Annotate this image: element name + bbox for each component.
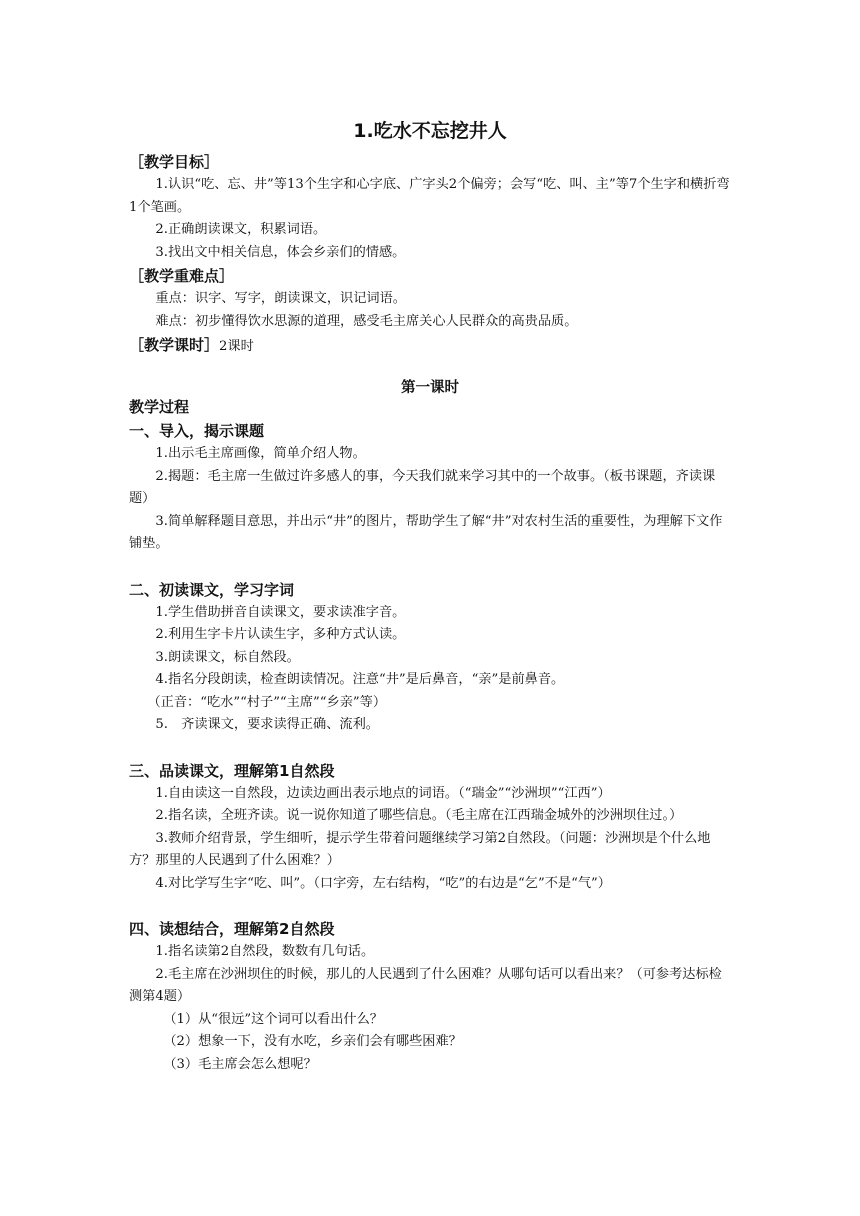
sub-question: （1）从“很远”这个词可以看出什么？: [163, 1011, 383, 1027]
section-item: 3.教师介绍背景，学生细听，提示学生带着问题继续学习第2自然段。（问题：沙洲坝是个什么地方？那里的人民遇到了什么困难？）: [129, 830, 711, 868]
objective-item: 3.找出文中相关信息，体会乡亲们的情感。: [155, 244, 406, 260]
section-item: 2.利用生字卡片认读生字，多种方式认读。: [155, 627, 406, 642]
section-heading: 二、初读课文，学习字词: [129, 580, 295, 599]
section-item: 2.指名读，全班齐读。说一说你知道了哪些信息。（毛主席在江西瑞金城外的沙洲坝住过。）: [155, 808, 683, 823]
objective-item: 2.正确朗读课文，积累词语。: [155, 222, 327, 237]
section-item: 1.出示毛主席画像，简单介绍人物。: [155, 446, 366, 461]
section-item: 4.对比学写生字“吃、叫”。（口字旁，左右结构，“吃”的右边是“乞”不是“气”）: [155, 875, 611, 891]
hours-line: [129, 333, 733, 359]
process-heading: 教学过程: [129, 398, 190, 416]
lesson-plan-body: [129, 150, 733, 1076]
section-item: 2.揭题：毛主席一生做过许多感人的事，今天我们就来学习其中的一个故事。（板书课题，齐读课题）: [129, 468, 716, 506]
hours-value: 2课时: [219, 339, 254, 354]
section-item: 2.毛主席在沙洲坝住的时候，那儿的人民遇到了什么困难？从哪句话可以看出来？（可参考达标检测第4题）: [129, 966, 722, 1004]
page-title: 1.吃水不忘挖井人: [353, 120, 507, 142]
hours-heading: ［教学课时］: [129, 336, 220, 354]
section-item: 5. 齐读课文，要求读得正确、流利。: [155, 717, 379, 732]
section-item: 3.简单解释题目意思，并出示“井”的图片，帮助学生了解“井”对农村生活的重要性，为理解下文作铺垫。: [129, 513, 723, 551]
sub-question: （3）毛主席会怎么想呢？: [163, 1056, 317, 1072]
section-item: 1.学生借助拼音自读课文，要求读准字音。: [155, 604, 406, 620]
objectives-heading: ［教学目标］: [129, 153, 220, 171]
section-item: 3.朗读课文，标自然段。: [155, 649, 300, 665]
keypoint-item: 难点：初步懂得饮水思源的道理，感受毛主席关心人民群众的高贵品质。: [155, 313, 578, 329]
section-item: 1.指名读第2自然段，数数有几句话。: [155, 944, 375, 959]
section-item: 4.指名分段朗读，检查朗读情况。注意“井”是后鼻音，“亲”是前鼻音。: [155, 672, 565, 687]
first-lesson-heading: 第一课时: [401, 380, 459, 396]
objective-item: 1.认识“吃、忘、井”等13个生字和心字底、广字头2个偏旁；会写“吃、叫、主”等7个生字和横折弯1个笔画。: [129, 177, 730, 215]
keypoints-heading: ［教学重难点］: [129, 267, 235, 285]
keypoint-item: 重点：识字、写字，朗读课文，识记词语。: [155, 291, 406, 306]
sub-question: （2）想象一下，没有水吃，乡亲们会有哪些困难？: [163, 1034, 462, 1049]
section-item: 1.自由读这一自然段，边读边画出表示地点的词语。（“瑞金”“沙洲坝”“江西”）: [155, 785, 611, 801]
section-note: （正音：“吃水”“村子”“主席”“乡亲”等）: [147, 694, 387, 710]
section-heading: 一、导入，揭示课题: [129, 422, 265, 440]
section-heading: 四、读想结合，理解第2自然段: [129, 920, 335, 938]
section-heading: 三、品读课文，理解第1自然段: [129, 761, 335, 780]
